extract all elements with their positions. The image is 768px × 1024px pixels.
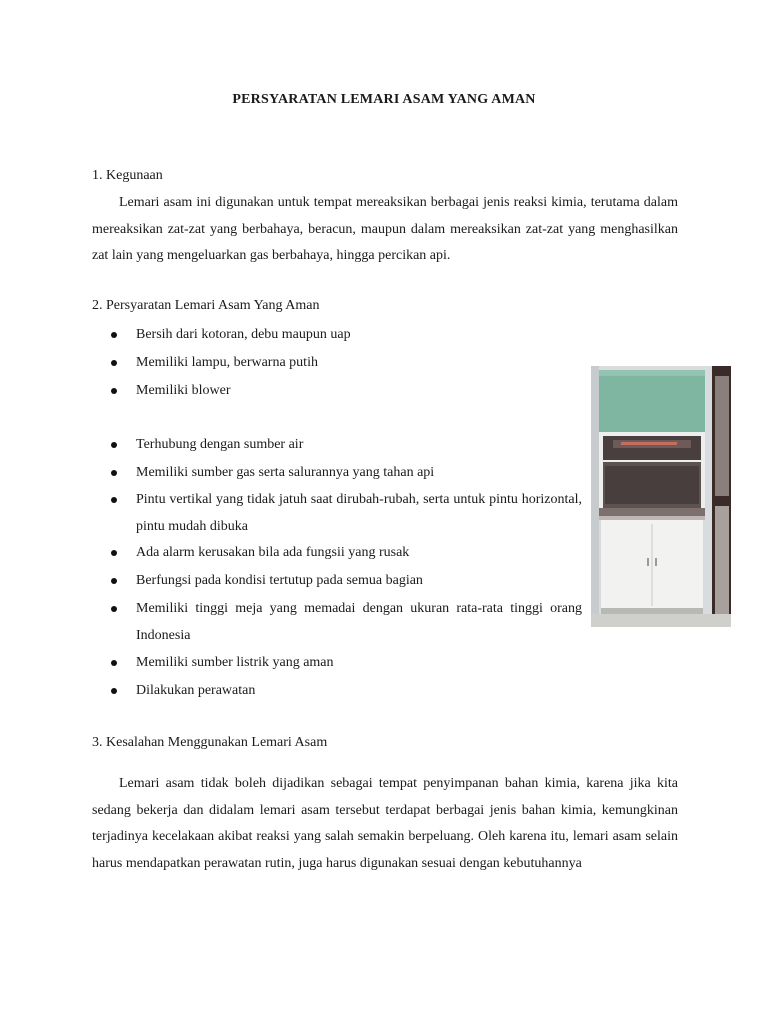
bullet-icon — [111, 550, 117, 556]
list-item: Memiliki sumber gas serta salurannya yang tahan api — [92, 460, 582, 487]
paragraph-kegunaan: Lemari asam ini digunakan untuk tempat mereaksikan berbagai jenis reaksi kimia, terutama dalam mereaksikan zat-zat yang berbahaya, beracun, maupun dalam mereaksikan zat-zat yang menghasilkan zat lain yang mengeluarkan gas berbahaya, hingga percikan api. — [92, 195, 678, 263]
bullet-icon — [111, 332, 117, 338]
bullet-icon — [111, 688, 117, 694]
list-item: Memiliki blower — [92, 378, 582, 405]
bullet-icon — [111, 497, 117, 503]
bullet-icon — [111, 578, 117, 584]
list-item: Memiliki lampu, berwarna putih — [92, 350, 582, 377]
list-item: Terhubung dengan sumber air — [92, 432, 582, 459]
fume-hood-photo — [591, 366, 731, 627]
list-item: Dilakukan perawatan — [92, 678, 582, 705]
section-heading-kegunaan: 1. Kegunaan — [92, 168, 163, 183]
list-item: Ada alarm kerusakan bila ada fungsii yang rusak — [92, 540, 582, 567]
list-item: Berfungsi pada kondisi tertutup pada semua bagian — [92, 568, 582, 595]
fume-hood-illustration — [591, 366, 731, 627]
section-heading-persyaratan: 2. Persyaratan Lemari Asam Yang Aman — [92, 298, 320, 313]
paragraph-kesalahan: Lemari asam tidak boleh dijadikan sebagai tempat penyimpanan bahan kimia, karena jika kita sedang bekerja dan didalam lemari asam tersebut terdapat berbagai jenis bahan kimia, kemungkinan terjadinya kecelakaan akibat reaksi yang salah semakin berpeluang. Oleh karena itu, lemari asam selain harus mendapatkan perawatan rutin, juga harus digunakan sesuai dengan kebutuhannya — [92, 776, 678, 871]
bullet-icon — [111, 470, 117, 476]
bullet-icon — [111, 388, 117, 394]
bullet-icon — [111, 360, 117, 366]
list-item: Memiliki tinggi meja yang memadai dengan ukuran rata-rata tinggi orang Indonesia — [92, 596, 582, 649]
bullet-icon — [111, 606, 117, 612]
list-item: Memiliki sumber listrik yang aman — [92, 650, 582, 677]
bullet-icon — [111, 660, 117, 666]
document-title: PERSYARATAN LEMARI ASAM YANG AMAN — [232, 92, 536, 107]
section-heading-kesalahan: 3. Kesalahan Menggunakan Lemari Asam — [92, 735, 328, 750]
bullet-icon — [111, 442, 117, 448]
list-item: Pintu vertikal yang tidak jatuh saat dirubah-rubah, serta untuk pintu horizontal, pintu mudah dibuka — [92, 487, 582, 540]
list-item: Bersih dari kotoran, debu maupun uap — [92, 322, 582, 349]
